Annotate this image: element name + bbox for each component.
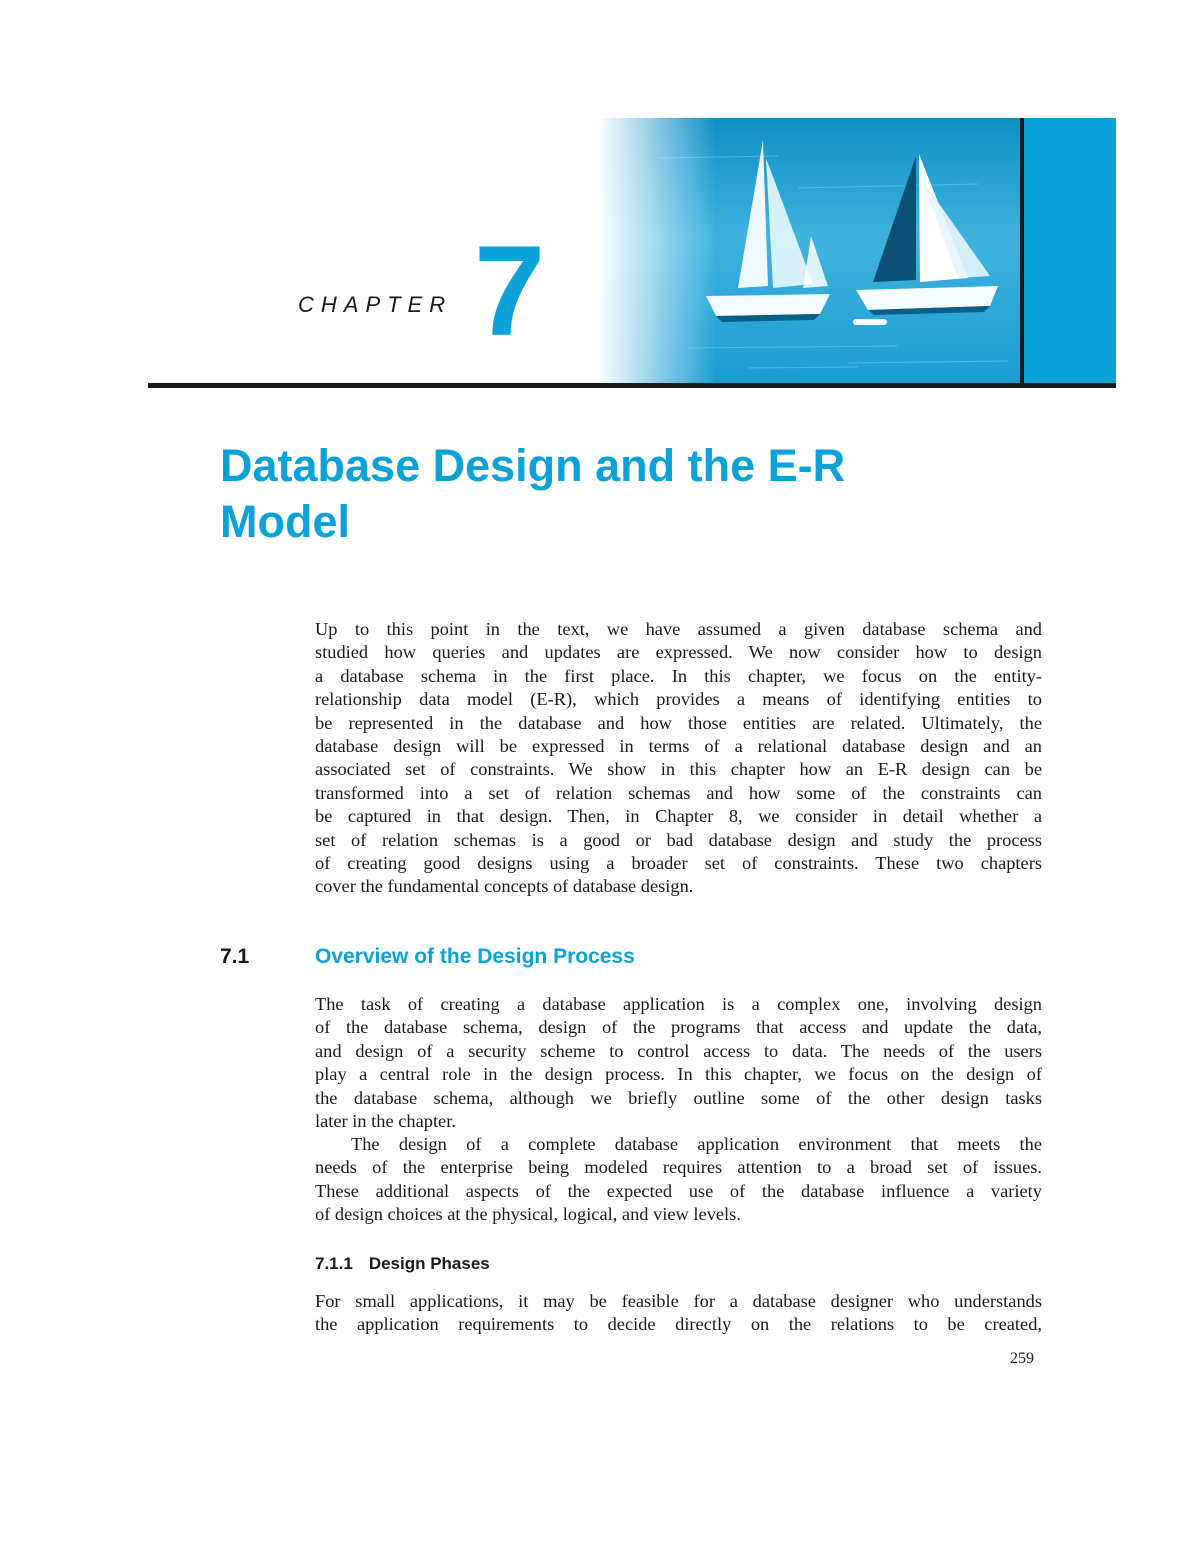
chapter-label: CHAPTER: [298, 292, 453, 317]
chapter-title-line-2: Model: [220, 496, 350, 547]
section-line: needs of the enterprise being modeled requires attention to a broad set of issues.: [315, 1157, 1042, 1178]
chapter-number: 7: [474, 220, 546, 363]
section-line: The design of a complete database application environment that meets the: [351, 1134, 1042, 1154]
intro-line: studied how queries and updates are expressed. We now consider how to design: [315, 642, 1042, 663]
section-line: These additional aspects of the expected use of the database influence a variety: [315, 1180, 1042, 1201]
intro-line: transformed into a set of relation schemas and how some of the constraints can: [315, 782, 1042, 803]
intro-line: Up to this point in the text, we have assumed a given database schema and: [315, 619, 1042, 639]
intro-line: relationship data model (E-R), which provides a means of identifying entities to: [315, 689, 1042, 710]
chapter-title-line-1: Database Design and the E-R: [220, 440, 846, 491]
section-line: later in the chapter.: [315, 1111, 456, 1132]
section-line: The task of creating a database application is a complex one, involving design: [315, 994, 1042, 1014]
section-line: of the database schema, design of the programs that access and update the data,: [315, 1017, 1042, 1038]
chapter-divider-rule: [148, 383, 1116, 388]
intro-line: of creating good designs using a broader set of constraints. These two chapters: [315, 853, 1042, 874]
intro-line: cover the fundamental concepts of database design.: [315, 876, 694, 897]
chapter-title: [220, 438, 1080, 550]
page-number: 259: [1010, 1350, 1034, 1367]
subsection-line: For small applications, it may be feasible for a database designer who understands: [315, 1291, 1042, 1311]
section-line: play a central role in the design process. In this chapter, we focus on the design of: [315, 1064, 1042, 1085]
section-paragraph-1: [315, 993, 1042, 1133]
subsection-line: the application requirements to decide directly on the relations to be created,: [315, 1314, 1042, 1335]
subsection-number: 7.1.1: [315, 1254, 353, 1273]
subsection-heading: [315, 1254, 490, 1274]
section-title: Overview of the Design Process: [315, 945, 635, 968]
section-line: of design choices at the physical, logical, and view levels.: [315, 1204, 741, 1225]
intro-line: be captured in that design. Then, in Chapter 8, we consider in detail whether a: [315, 806, 1042, 827]
subsection-title: Design Phases: [368, 1254, 490, 1273]
intro-line: associated set of constraints. We show in this chapter how an E-R design can be: [315, 759, 1042, 780]
intro-line: a database schema in the first place. In this chapter, we focus on the entity-: [315, 665, 1042, 686]
chapter-banner-image: [598, 118, 1116, 384]
intro-line: set of relation schemas is a good or bad database design and study the process: [315, 829, 1042, 850]
intro-line: be represented in the database and how those entities are related. Ultimately, the: [315, 712, 1042, 733]
section-line: the database schema, although we briefly outline some of the other design tasks: [315, 1087, 1042, 1108]
section-line: and design of a security scheme to control access to data. The needs of the users: [315, 1040, 1042, 1061]
section-paragraph-2: [315, 1133, 1042, 1227]
section-number: 7.1: [220, 945, 250, 968]
intro-line: database design will be expressed in terms of a relational database design and an: [315, 736, 1042, 757]
intro-paragraph: [315, 618, 1042, 899]
subsection-paragraph: [315, 1290, 1042, 1337]
